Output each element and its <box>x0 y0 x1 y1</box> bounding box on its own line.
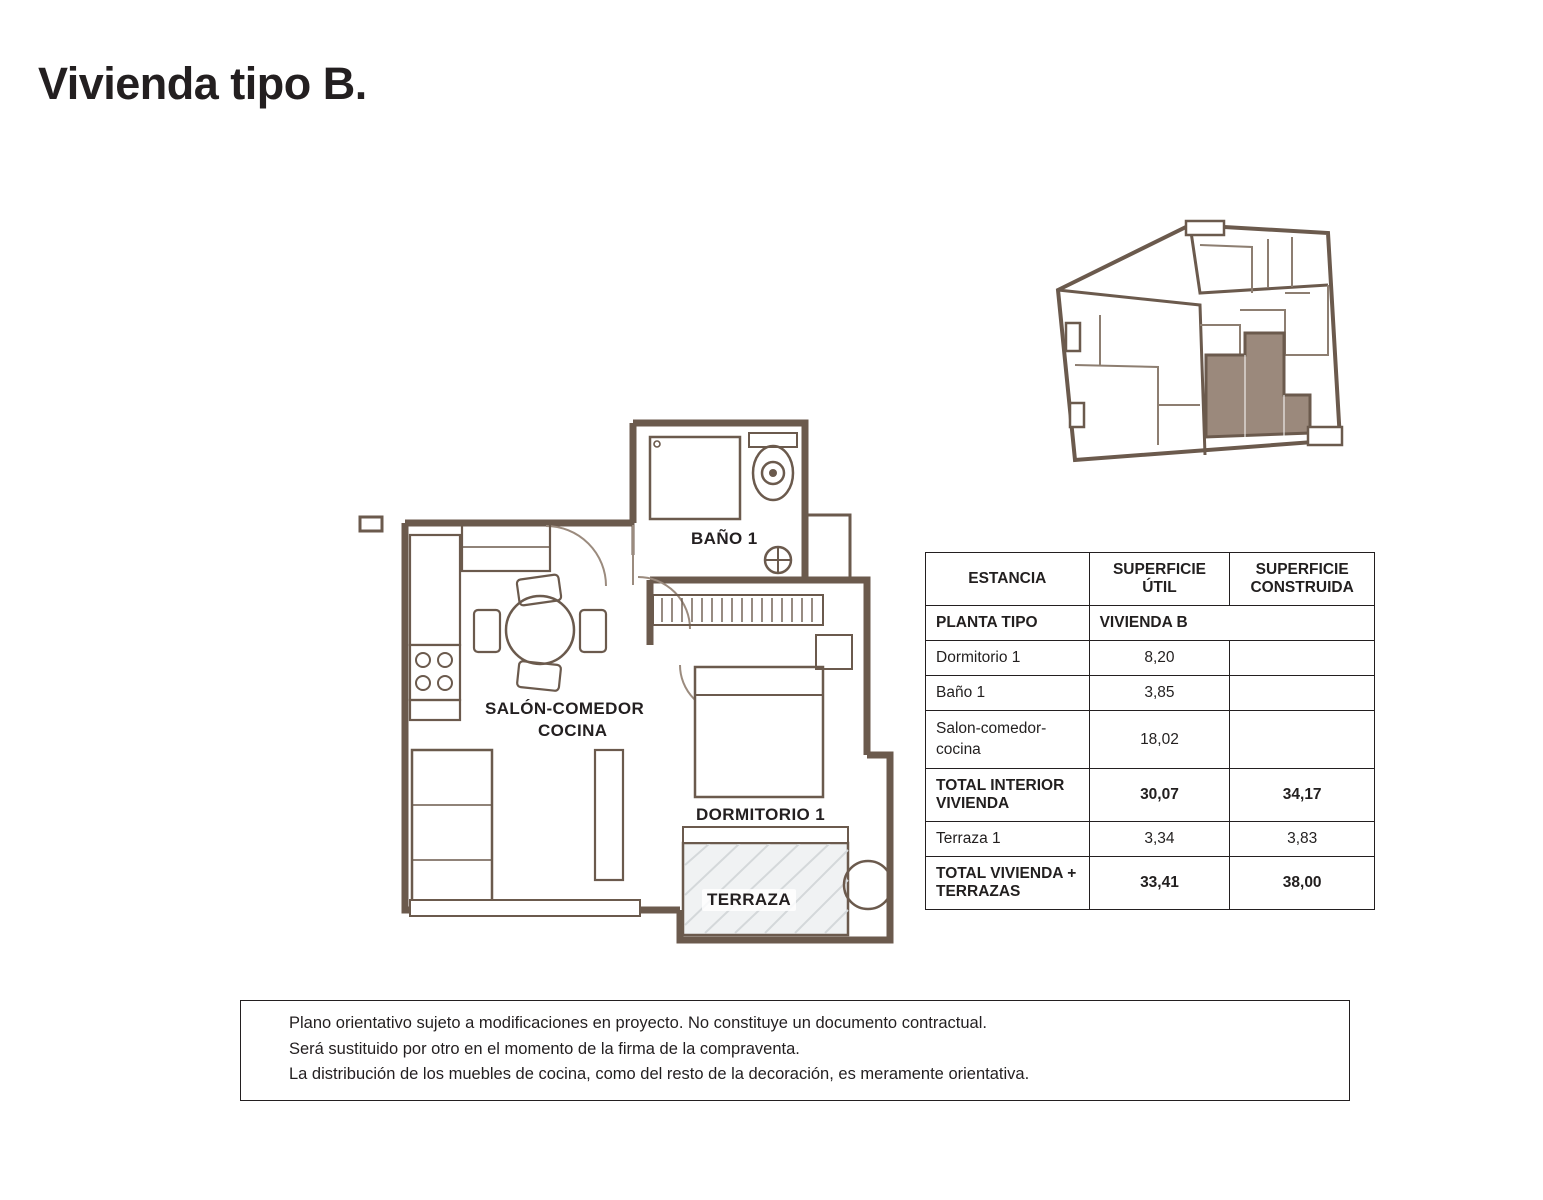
header-superficie-util-line2: ÚTIL <box>1142 578 1177 596</box>
disclaimer-line-3: La distribución de los muebles de cocina, como del resto de la decoración, es meramente orientativa. <box>289 1065 1030 1084</box>
header-superficie-util <box>1089 553 1230 606</box>
row-cons <box>1230 710 1375 769</box>
row-room: Baño 1 <box>926 675 1090 710</box>
table-row <box>926 710 1375 769</box>
room-label-bano: BAÑO 1 <box>686 528 763 550</box>
row-room: Dormitorio 1 <box>926 640 1090 675</box>
disclaimer <box>240 1000 1350 1101</box>
table-row <box>926 640 1375 675</box>
header-superficie-construida-line2: CONSTRUIDA <box>1250 578 1354 596</box>
section-value: VIVIENDA B <box>1089 605 1374 640</box>
row-cons: 34,17 <box>1230 769 1375 822</box>
floor-plan <box>350 395 910 975</box>
terrace-area <box>410 827 892 935</box>
room-label-dormitorio: DORMITORIO 1 <box>691 804 830 826</box>
bathroom-fixtures <box>650 433 797 573</box>
section-label: PLANTA TIPO <box>926 605 1090 640</box>
header-superficie-construida-line1: SUPERFICIE <box>1255 561 1349 578</box>
row-room: Terraza 1 <box>926 822 1090 857</box>
disclaimer-line-1: Plano orientativo sujeto a modificaciones en proyecto. No constituye un documento contractual. <box>289 1014 987 1032</box>
header-estancia: ESTANCIA <box>926 553 1090 606</box>
row-room: TOTAL INTERIOR VIVIENDA <box>926 769 1090 822</box>
row-room-text: Salon-comedor-cocina <box>936 719 1047 758</box>
row-cons: 38,00 <box>1230 857 1375 910</box>
row-util: 3,85 <box>1089 675 1230 710</box>
dining-set <box>474 574 606 691</box>
page-title: Vivienda tipo B. <box>38 58 367 109</box>
room-label-salon-comedor: SALÓN-COMEDOR <box>480 698 649 720</box>
bedroom-furniture <box>653 595 852 797</box>
row-util: 8,20 <box>1089 640 1230 675</box>
header-superficie-util-line1: SUPERFICIE <box>1112 561 1206 578</box>
row-room: TOTAL VIVIENDA + TERRAZAS <box>926 857 1090 910</box>
row-util: 18,02 <box>1089 710 1230 769</box>
key-plan <box>1040 215 1360 485</box>
header-superficie-construida <box>1230 553 1375 606</box>
table-row-total-vivienda <box>926 857 1375 910</box>
table-row <box>926 675 1375 710</box>
row-cons <box>1230 640 1375 675</box>
floor-plan-drawing <box>350 395 910 975</box>
row-util: 30,07 <box>1089 769 1230 822</box>
table-row-total-interior <box>926 769 1375 822</box>
table-section-row <box>926 605 1375 640</box>
row-room <box>926 710 1090 769</box>
row-util: 33,41 <box>1089 857 1230 910</box>
living-furniture <box>412 750 623 910</box>
room-label-terraza: TERRAZA <box>702 889 796 911</box>
areas-table <box>925 552 1375 910</box>
key-plan-drawing <box>1040 215 1360 485</box>
table-header-row <box>926 553 1375 606</box>
disclaimer-line-2: Será sustituido por otro en el momento de la firma de la compraventa. <box>289 1039 800 1058</box>
row-util: 3,34 <box>1089 822 1230 857</box>
room-label-cocina: COCINA <box>533 720 612 742</box>
row-cons: 3,83 <box>1230 822 1375 857</box>
row-cons <box>1230 675 1375 710</box>
table-row <box>926 822 1375 857</box>
